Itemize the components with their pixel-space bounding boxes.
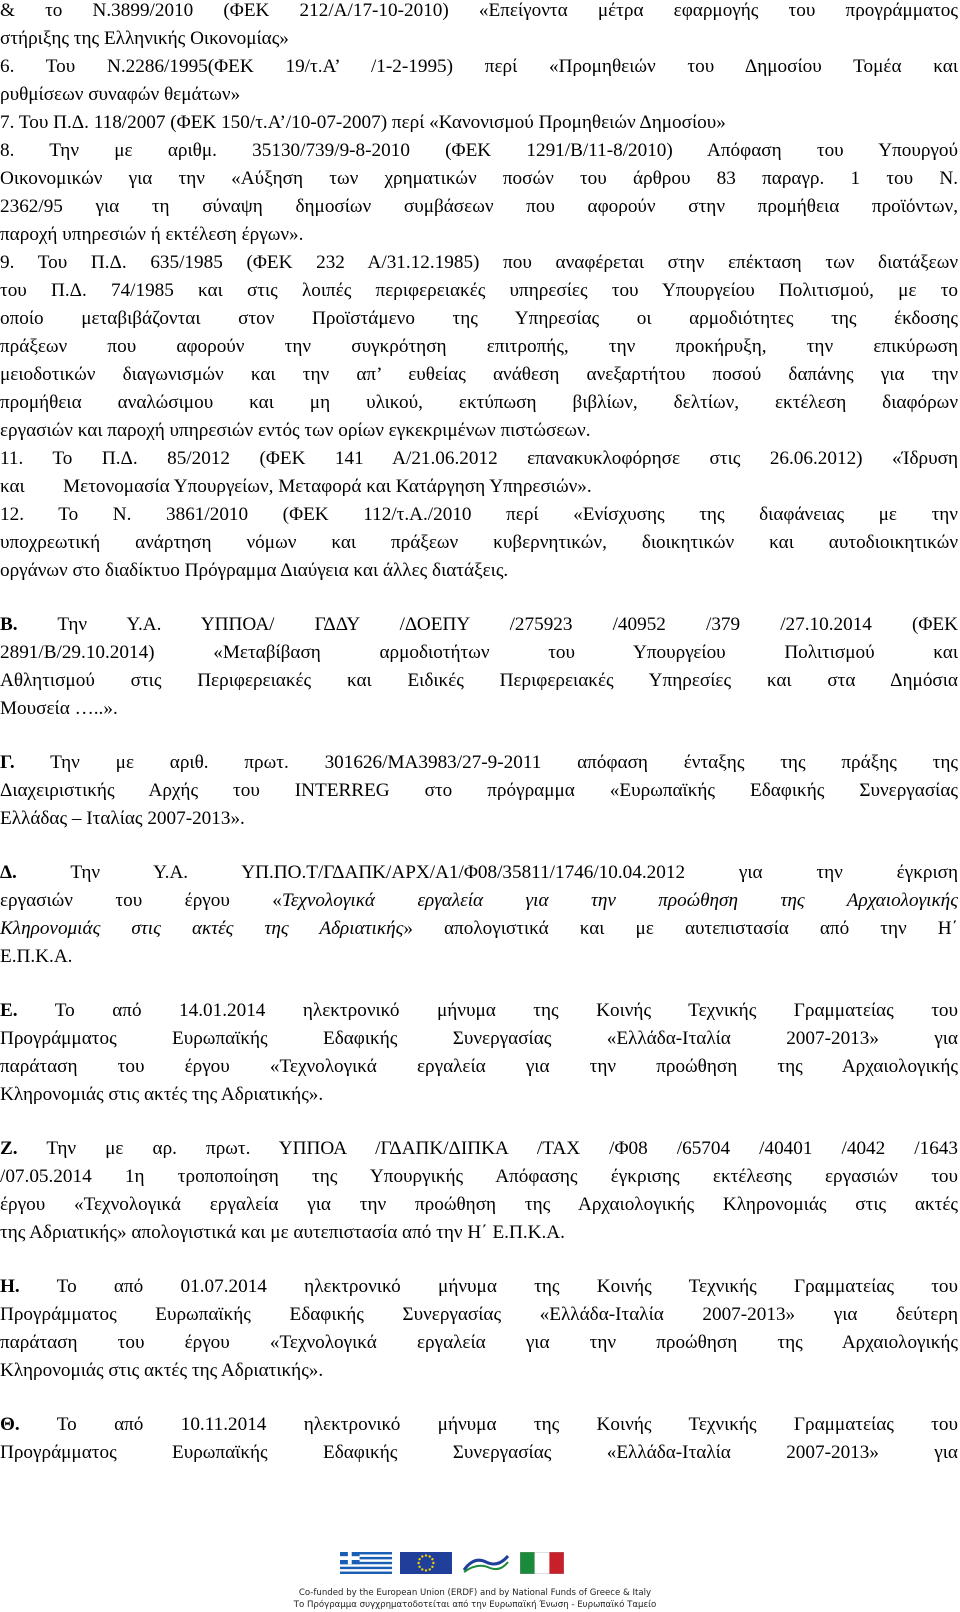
section-b-line: 2891/Β/29.10.2014) «Μεταβίβαση αρμοδιοτήτων του Υπουργείου Πολιτισμού και — [0, 642, 958, 663]
text-line: ρυθμίσεων συναφών θεμάτων» — [0, 84, 241, 105]
section-d-line: Ε.Π.Κ.Α. — [0, 946, 73, 967]
section-letter: Θ. — [0, 1414, 20, 1435]
text-line: & το Ν.3899/2010 (ΦΕΚ 212/Α/17-10-2010) «Επείγοντα μέτρα εφαρμογής του προγράμματος — [0, 0, 958, 21]
text-line: εργασιών και παροχή υπηρεσιών εντός των ορίων εγκεκριμένων πιστώσεων. — [0, 420, 591, 441]
text-line: οργάνων στο διαδίκτυο Πρόγραμμα Διαύγεια και άλλες διατάξεις. — [0, 560, 509, 581]
section-b-line: Β. Την Υ.Α. ΥΠΠΟΑ/ ΓΔΔΥ /ΔΟΕΠΥ /275923 /40952 /379 /27.10.2014 (ΦΕΚ — [0, 614, 958, 635]
section-h-line: παράταση του έργου «Τεχνολογικά εργαλεία για την προώθηση της Αρχαιολογικής — [0, 1332, 958, 1353]
section-e-line: παράταση του έργου «Τεχνολογικά εργαλεία για την προώθηση της Αρχαιολογικής — [0, 1056, 958, 1077]
section-d-line: εργασιών του έργου «Τεχνολογικά εργαλεία για την προώθηση της Αρχαιολογικής — [0, 890, 958, 911]
text-line: στήριξης της Ελληνικής Οικονομίας» — [0, 28, 289, 49]
greek-flag-icon — [340, 1552, 392, 1574]
section-e-line: Ε. Το από 14.01.2014 ηλεκτρονικό μήνυμα της Κοινής Τεχνικής Γραμματείας του — [0, 1000, 958, 1021]
funding-footer — [0, 1550, 960, 1612]
section-z-line: Ζ. Την με αρ. πρωτ. ΥΠΠΟΑ /ΓΔΑΠΚ/ΔΙΠΚΑ /ΤΑΧ /Φ08 /65704 /40401 /4042 /1643 — [0, 1138, 958, 1159]
section-letter: Ε. — [0, 1000, 18, 1021]
text-line: 7. Του Π.Δ. 118/2007 (ΦΕΚ 150/τ.Α’/10-07-2007) περί «Κανονισμού Προμηθειών Δημοσίου» — [0, 112, 726, 133]
cofunded-text: Co-funded by the European Union (ERDF) and by National Funds of Greece & Italy — [298, 1588, 652, 1598]
project-title-italic: Τεχνολογικά εργαλεία για την προώθηση της Αρχαιολογικής — [281, 890, 958, 911]
text-line: 12. Το Ν. 3861/2010 (ΦΕΚ 112/τ.Α./2010 περί «Ενίσχυσης της διαφάνειας με την — [0, 504, 958, 525]
text-line: προμήθεια αναλώσιμου και μη υλικού, εκτύπωση βιβλίων, δελτίων, εκτέλεση διαφόρων — [0, 392, 958, 413]
text-line: και Μετονομασία Υπουργείων, Μεταφορά και Κατάργηση Υπηρεσιών». — [0, 476, 592, 497]
eu-flag-icon — [400, 1552, 452, 1574]
text-line: πράξεων που αφορούν την συγκρότηση επιτροπής, την προκήρυξη, την επικύρωση — [0, 336, 958, 357]
section-g-line: Γ. Την με αριθ. πρωτ. 301626/ΜΑ3983/27-9-2011 απόφαση ένταξης της πράξης της — [0, 752, 958, 773]
text-line: του Π.Δ. 74/1985 και στις λοιπές περιφερειακές υπηρεσίες του Υπουργείου Πολιτισμού, με το — [0, 280, 958, 301]
text-line: 9. Του Π.Δ. 635/1985 (ΦΕΚ 232 Α/31.12.1985) που αναφέρεται στην επέκταση των διατάξεων — [0, 252, 958, 273]
text-line: 8. Την με αριθμ. 35130/739/9-8-2010 (ΦΕΚ 1291/Β/11-8/2010) Απόφαση του Υπουργού — [0, 140, 958, 161]
section-g-line: Διαχειριστικής Αρχής του INTERREG στο πρόγραμμα «Ευρωπαϊκής Εδαφικής Συνεργασίας — [0, 780, 958, 801]
section-d-line: Δ. Την Υ.Α. ΥΠ.ΠΟ.Τ/ΓΔΑΠΚ/ΑΡΧ/Α1/Φ08/35811/1746/10.04.2012 για την έγκριση — [0, 862, 958, 883]
section-b-line: Μουσεία …..». — [0, 698, 118, 719]
section-letter: Δ. — [0, 862, 17, 883]
program-text: Το Πρόγραμμα συγχρηματοδοτείται από την Ευρωπαϊκή Ένωση - Ευρωπαϊκό Ταμείο — [293, 1600, 657, 1610]
section-letter: Η. — [0, 1276, 20, 1297]
section-z-line: έργου «Τεχνολογικά εργαλεία για την προώθηση της Αρχαιολογικής Κληρονομιάς στις ακτές — [0, 1194, 958, 1215]
text-line: μειοδοτικών διαγωνισμών και την απ’ ευθείας ανάθεση ανεξαρτήτου ποσού δαπάνης για την — [0, 364, 958, 385]
text-line: 6. Του Ν.2286/1995(ΦΕΚ 19/τ.Α’ /1-2-1995) περί «Προμηθειών του Δημοσίου Τομέα και — [0, 56, 958, 77]
section-e-line: Κληρονομιάς στις ακτές της Αδριατικής». — [0, 1084, 324, 1105]
project-title-italic: Κληρονομιάς στις ακτές της Αδριατικής — [0, 918, 404, 939]
section-th-line: Προγράμματος Ευρωπαϊκής Εδαφικής Συνεργασίας «Ελλάδα-Ιταλία 2007-2013» για — [0, 1442, 958, 1463]
text-line: Οικονομικών για την «Αύξηση των χρηματικών ποσών του άρθρου 83 παραγρ. 1 του Ν. — [0, 168, 958, 189]
section-letter: Γ. — [0, 752, 15, 773]
text-line: 2362/95 για τη σύναψη δημοσίων συμβάσεων που αφορούν στην προμήθεια προϊόντων, — [0, 196, 958, 217]
section-th-line: Θ. Το από 10.11.2014 ηλεκτρονικό μήνυμα της Κοινής Τεχνικής Γραμματείας του — [0, 1414, 958, 1435]
italian-flag-icon — [520, 1552, 564, 1574]
section-b-line: Αθλητισμού στις Περιφερειακές και Ειδικές Περιφερειακές Υπηρεσίες και στα Δημόσια — [0, 670, 958, 691]
section-h-line: Προγράμματος Ευρωπαϊκής Εδαφικής Συνεργασίας «Ελλάδα-Ιταλία 2007-2013» για δεύτερη — [0, 1304, 958, 1325]
section-h-line: Κληρονομιάς στις ακτές της Αδριατικής». — [0, 1360, 324, 1381]
program-logo-icon — [460, 1552, 512, 1574]
section-h-line: Η. Το από 01.07.2014 ηλεκτρονικό μήνυμα της Κοινής Τεχνικής Γραμματείας του — [0, 1276, 959, 1297]
section-z-line: της Αδριατικής» απολογιστικά και με αυτεπιστασία από την Η΄ Ε.Π.Κ.Α. — [0, 1222, 565, 1243]
section-e-line: Προγράμματος Ευρωπαϊκής Εδαφικής Συνεργασίας «Ελλάδα-Ιταλία 2007-2013» για — [0, 1028, 958, 1049]
section-d-line: Κληρονομιάς στις ακτές της Αδριατικής» απολογιστικά και με αυτεπιστασία από την Η΄ — [0, 918, 958, 939]
section-letter: Β. — [0, 614, 18, 635]
text-line: υποχρεωτική ανάρτηση νόμων και πράξεων κυβερνητικών, διοικητικών και αυτοδιοικητικών — [0, 532, 958, 553]
section-z-line: /07.05.2014 1η τροποποίηση της Υπουργικής Απόφασης έγκρισης εκτέλεσης εργασιών του — [0, 1166, 958, 1187]
section-letter: Ζ. — [0, 1138, 18, 1159]
text-line: παροχή υπηρεσιών ή εκτέλεση έργων». — [0, 224, 304, 245]
section-g-line: Ελλάδας – Ιταλίας 2007-2013». — [0, 808, 245, 829]
funding-logos — [340, 1550, 700, 1578]
text-line: οποίο μεταβιβάζονται στον Προϊστάμενο της Υπηρεσίας οι αρμοδιότητες της έκδοσης — [0, 308, 958, 329]
text-line: 11. Το Π.Δ. 85/2012 (ΦΕΚ 141 Α/21.06.2012 επανακυκλοφόρησε στις 26.06.2012) «Ίδρυση — [0, 448, 958, 469]
